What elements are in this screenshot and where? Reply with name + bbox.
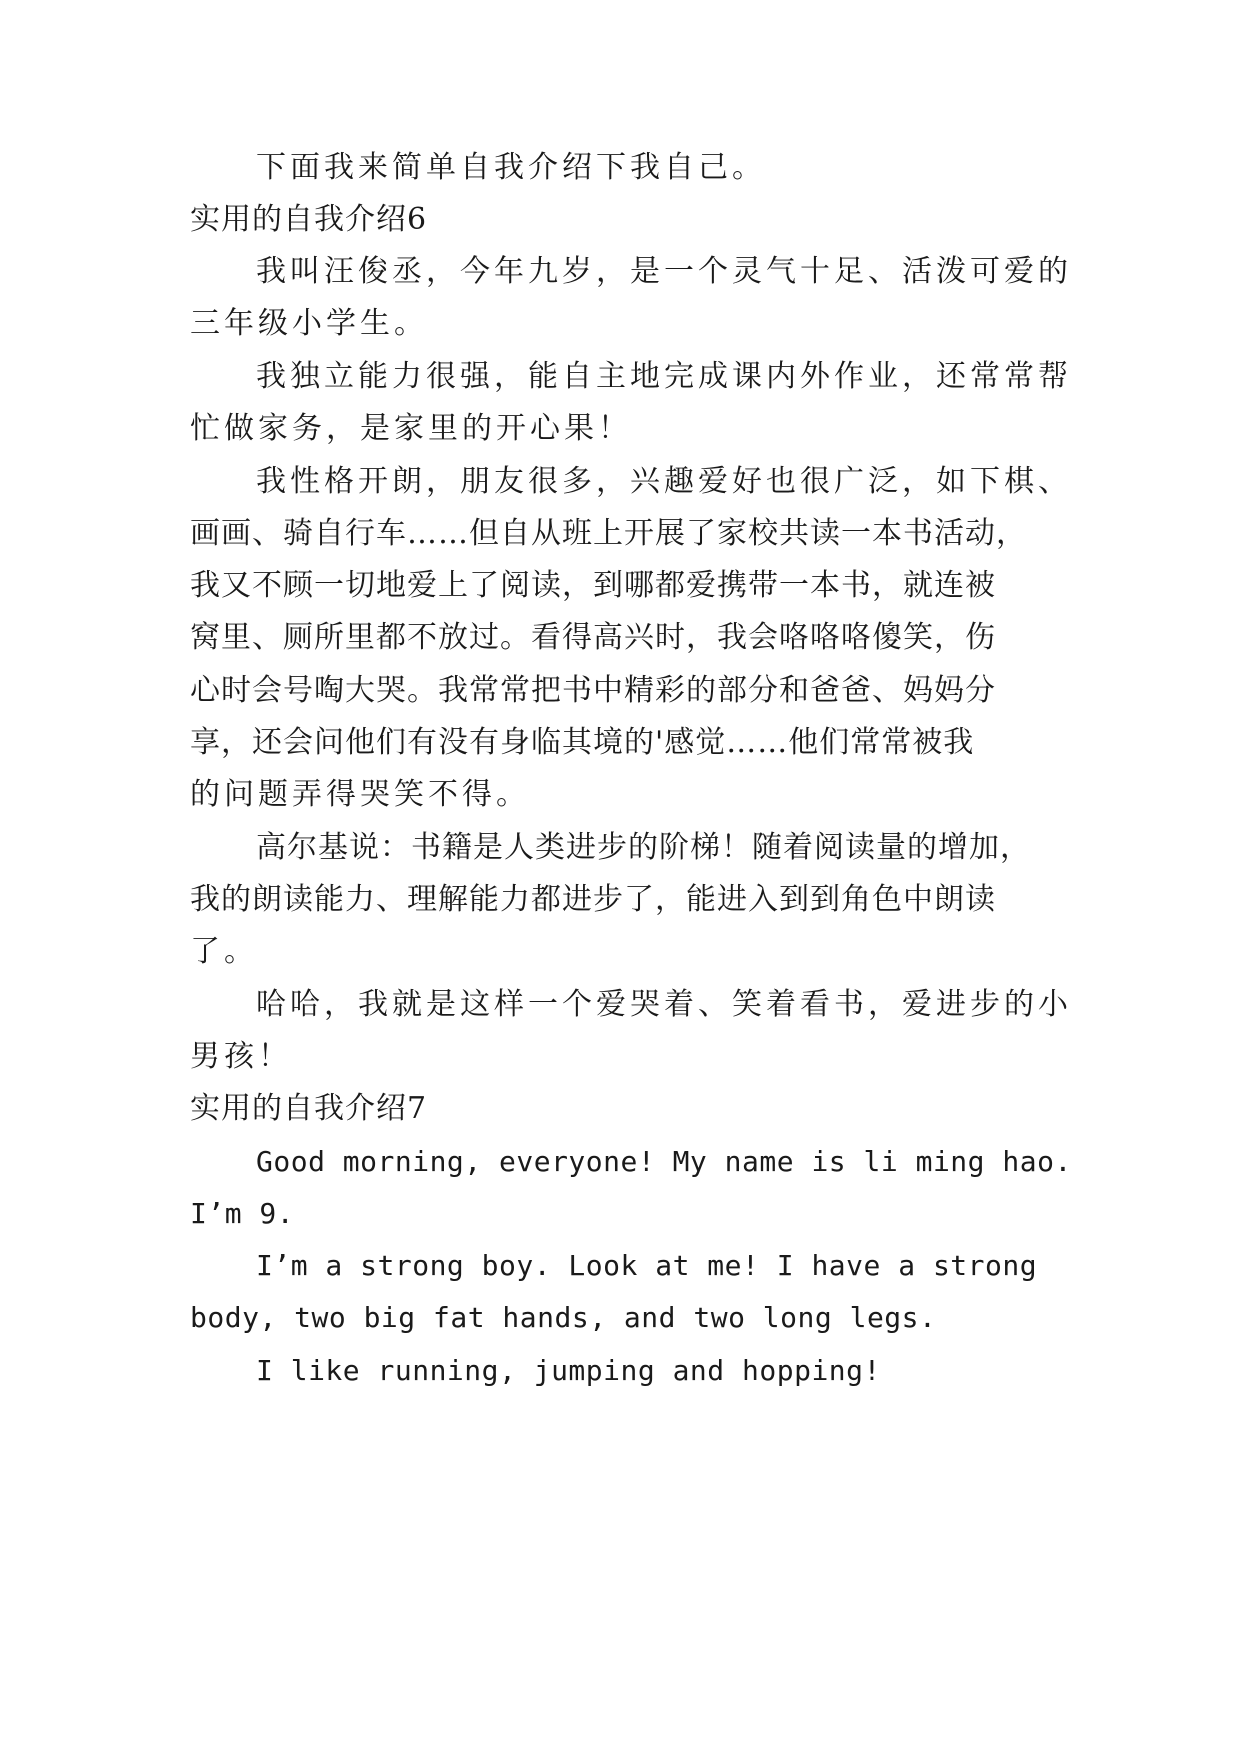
paragraph-line: I’m 9. — [190, 1197, 295, 1230]
paragraph-line: body, two big fat hands, and two long legs. — [190, 1301, 937, 1334]
paragraph-line: 我的朗读能力、理解能力都进步了，能进入到到角色中朗读 — [190, 882, 996, 917]
paragraph-line: 高尔基说：书籍是人类进步的阶梯！随着阅读量的增加， — [256, 830, 1031, 865]
paragraph-line: 忙做家务，是家里的开心果！ — [190, 411, 632, 446]
paragraph-line: 哈哈，我就是这样一个爱哭着、笑着看书，爱进步的小 — [256, 987, 1072, 1022]
paragraph-line: 了。 — [190, 934, 258, 969]
paragraph-line: 三年级小学生。 — [190, 306, 428, 341]
paragraph-line: I like running, jumping and hopping! — [256, 1354, 881, 1387]
paragraph-line: I’m a strong boy. Look at me! I have a strong — [256, 1249, 1038, 1282]
paragraph-line: Good morning, everyone! My name is li ming hao. — [256, 1145, 1072, 1178]
paragraph-line: 画画、骑自行车……但自从班上开展了家校共读一本书活动， — [190, 516, 1027, 551]
paragraph-line: 心时会号啕大哭。我常常把书中精彩的部分和爸爸、妈妈分 — [190, 673, 996, 708]
paragraph-line: 男孩！ — [190, 1039, 292, 1074]
paragraph-line: 窝里、厕所里都不放过。看得高兴时，我会咯咯咯傻笑，伤 — [190, 620, 996, 655]
paragraph-line: 我又不顾一切地爱上了阅读，到哪都爱携带一本书，就连被 — [190, 568, 996, 603]
paragraph-line: 享，还会问他们有没有身临其境的'感觉……他们常常被我 — [190, 725, 975, 760]
paragraph-line: 的问题弄得哭笑不得。 — [190, 777, 530, 812]
paragraph-line: 我性格开朗，朋友很多，兴趣爱好也很广泛，如下棋、 — [256, 464, 1072, 499]
paragraph-line: 我叫汪俊丞，今年九岁，是一个灵气十足、活泼可爱的 — [256, 254, 1072, 289]
section-heading: 实用的自我介绍7 — [190, 1091, 428, 1126]
section-heading: 实用的自我介绍6 — [190, 202, 428, 237]
paragraph-line: 下面我来简单自我介绍下我自己。 — [256, 150, 766, 185]
paragraph-line: 我独立能力很强，能自主地完成课内外作业，还常常帮 — [256, 359, 1072, 394]
